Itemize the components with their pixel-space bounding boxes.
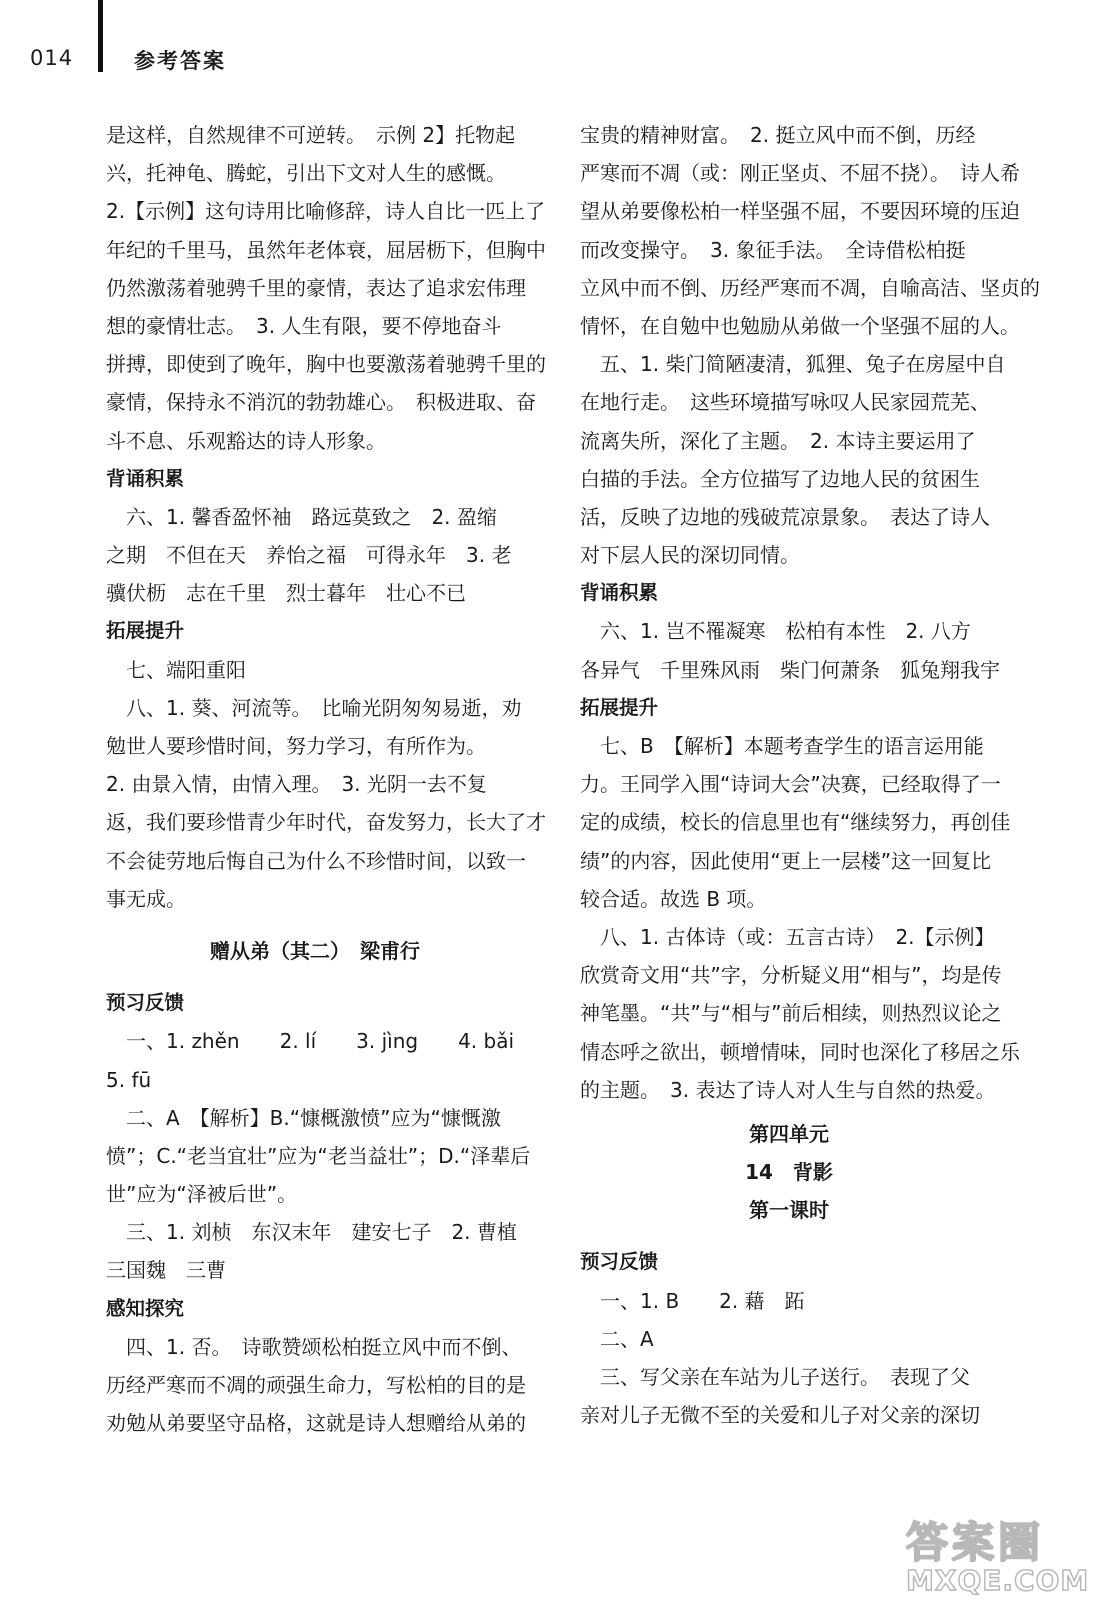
answer-line: 望从弟要像松柏一样坚强不屈，不要因环境的压迫 bbox=[580, 199, 1020, 224]
header-title: 参考答案 bbox=[134, 49, 226, 73]
answer-line: 骥伏枥 志在千里 烈士暮年 壮心不已 bbox=[106, 581, 466, 606]
spacer bbox=[106, 970, 524, 984]
answer-line: 是这样，自然规律不可逆转。 示例 2】托物起 bbox=[106, 123, 516, 147]
spacer bbox=[106, 918, 524, 932]
answer-line: 六、1. 岂不罹凝寒 松柏有本性 2. 八方 bbox=[580, 619, 971, 644]
answer-line: 定的成绩，校长的信息里也有“继续努力，再创佳 bbox=[580, 810, 1011, 835]
answer-line: 绩”的内容，因此使用“更上一层楼”这一回复比 bbox=[580, 848, 992, 873]
section-heading: 背诵积累 bbox=[580, 581, 659, 605]
answer-line: 对下层人民的深切同情。 bbox=[580, 543, 800, 568]
answer-line: 七、端阳重阳 bbox=[106, 657, 246, 682]
lesson-title: 第一课时 bbox=[749, 1198, 829, 1223]
lesson-title: 14 背影 bbox=[745, 1160, 833, 1185]
answer-line: 八、1. 葵、河流等。 比喻光阴匆匆易逝，劝 bbox=[106, 695, 522, 720]
answer-line: 八、1. 古体诗（或：五言古诗） 2.【示例】 bbox=[580, 924, 995, 949]
left-column bbox=[106, 116, 546, 1442]
answer-line: 拼搏，即使到了晚年，胸中也要激荡着驰骋千里的 bbox=[106, 352, 546, 377]
answer-line: 2.【示例】这句诗用比喻修辞，诗人自比一匹上了 bbox=[106, 199, 546, 224]
watermark-url: MXQE.COM bbox=[906, 1564, 1090, 1597]
answer-line: 世”应为“泽被后世”。 bbox=[106, 1182, 298, 1207]
watermark-logo bbox=[906, 1510, 1090, 1597]
answer-line: 事无成。 bbox=[106, 886, 186, 911]
answer-line: 神笔墨。“共”与“相与”前后相续，则热烈议论之 bbox=[580, 1001, 1002, 1026]
answer-line: 较合适。故选 B 项。 bbox=[580, 886, 767, 911]
section-heading: 拓展提升 bbox=[106, 619, 185, 643]
answer-line: 宝贵的精神财富。 2. 挺立风中而不倒，历经 bbox=[580, 123, 976, 147]
header-rule bbox=[98, 0, 103, 72]
answer-line: 活，反映了边地的残破荒凉景象。 表达了诗人 bbox=[580, 504, 990, 529]
lesson-title: 第四单元 bbox=[749, 1121, 829, 1146]
answer-line: 斗不息、乐观豁达的诗人形象。 bbox=[106, 428, 386, 453]
answer-line: 劝勉从弟要坚守品格，这就是诗人想赠给从弟的 bbox=[106, 1411, 526, 1436]
section-heading: 背诵积累 bbox=[106, 466, 185, 490]
answer-line: 的主题。 3. 表达了诗人对人生与自然的热爱。 bbox=[580, 1077, 996, 1102]
right-column bbox=[580, 116, 1040, 1434]
answer-line: 情态呼之欲出，顿增情味，同时也深化了移居之乐 bbox=[580, 1039, 1020, 1064]
watermark-logo-text: 答案圈 bbox=[906, 1518, 1045, 1567]
answer-line: 年纪的千里马，虽然年老体衰，屈居枥下，但胸中 bbox=[106, 237, 546, 262]
answer-line: 六、1. 馨香盈怀袖 路远莫致之 2. 盈缩 bbox=[106, 504, 497, 529]
answer-line: 白描的手法。全方位描写了边地人民的贫困生 bbox=[580, 466, 980, 491]
section-heading: 预习反馈 bbox=[580, 1250, 659, 1274]
answer-line: 各异气 千里殊风雨 柴门何萧条 狐兔翔我宇 bbox=[580, 657, 1000, 682]
section-heading: 感知探究 bbox=[106, 1296, 185, 1320]
answer-line: 在地行走。 这些环境描写咏叹人民家园荒芜、 bbox=[580, 390, 990, 415]
answer-line: 欣赏奇文用“共”字，分析疑义用“相与”，均是传 bbox=[580, 963, 1002, 988]
spacer bbox=[580, 1229, 998, 1243]
answer-line: 三国魏 三曹 bbox=[106, 1258, 226, 1283]
answer-line: 2. 由景入情，由情入理。 3. 光阴一去不复 bbox=[106, 772, 487, 797]
answer-line: 勉世人要珍惜时间，努力学习，有所作为。 bbox=[106, 734, 486, 758]
answer-line: 四、1. 否。 诗歌赞颂松柏挺立风中而不倒、 bbox=[106, 1334, 522, 1359]
answer-line: 立风中而不倒、历经严寒而不凋，自喻高洁、坚贞的 bbox=[580, 275, 1040, 300]
answer-line: 仍然激荡着驰骋千里的豪情，表达了追求宏伟理 bbox=[106, 275, 526, 300]
answer-line: 兴，托神龟、腾蛇，引出下文对人生的感慨。 bbox=[106, 161, 506, 186]
answer-line: 一、1. zhěn 2. lí 3. jìng 4. bǎi bbox=[106, 1029, 515, 1054]
answer-line: 5. fū bbox=[106, 1067, 152, 1092]
section-heading: 拓展提升 bbox=[580, 695, 659, 719]
answer-line: 七、B 【解析】本题考查学生的语言运用能 bbox=[580, 734, 984, 758]
answer-line: 想的豪情壮志。 3. 人生有限，要不停地奋斗 bbox=[106, 313, 502, 338]
answer-line: 返，我们要珍惜青少年时代，奋发努力，长大了才 bbox=[106, 810, 546, 835]
answer-line: 二、A bbox=[580, 1326, 654, 1351]
lesson-title: 赠从弟（其二） 梁甫行 bbox=[210, 938, 420, 963]
answer-line: 豪情，保持永不消沉的勃勃雄心。 积极进取、奋 bbox=[106, 390, 536, 415]
answer-line: 力。王同学入围“诗词大会”决赛，已经取得了一 bbox=[580, 772, 1001, 797]
answer-line: 三、写父亲在车站为儿子送行。 表现了父 bbox=[580, 1365, 970, 1389]
answer-line: 一、1. B 2. 藉 跖 bbox=[580, 1288, 805, 1313]
answer-line: 亲对儿子无微不至的关爱和儿子对父亲的深切 bbox=[580, 1403, 980, 1428]
answer-line: 历经严寒而不凋的顽强生命力，写松柏的目的是 bbox=[106, 1373, 526, 1397]
answer-line: 愤”；C.“老当宜壮”应为“老当益壮”；D.“泽辈后 bbox=[106, 1143, 531, 1168]
answer-line: 不会徒劳地后悔自己为什么不珍惜时间，以致一 bbox=[106, 848, 526, 873]
answer-line: 情怀，在自勉中也勉励从弟做一个坚强不屈的人。 bbox=[580, 313, 1020, 338]
page-number: 014 bbox=[30, 46, 74, 70]
section-heading: 预习反馈 bbox=[106, 991, 185, 1015]
answer-line: 而改变操守。 3. 象征手法。 全诗借松柏挺 bbox=[580, 237, 966, 262]
answer-line: 五、1. 柴门简陋凄清，狐狸、兔子在房屋中自 bbox=[580, 352, 1006, 377]
answer-line: 二、A 【解析】B.“慷概激愤”应为“慷慨激 bbox=[106, 1105, 501, 1130]
answer-line: 严寒而不凋（或：刚正坚贞、不屈不挠）。 诗人希 bbox=[580, 161, 1020, 186]
answer-line: 流离失所，深化了主题。 2. 本诗主要运用了 bbox=[580, 428, 976, 453]
answer-line: 之期 不但在天 养怡之福 可得永年 3. 老 bbox=[106, 543, 512, 568]
answer-line: 三、1. 刘桢 东汉末年 建安七子 2. 曹植 bbox=[106, 1220, 517, 1245]
